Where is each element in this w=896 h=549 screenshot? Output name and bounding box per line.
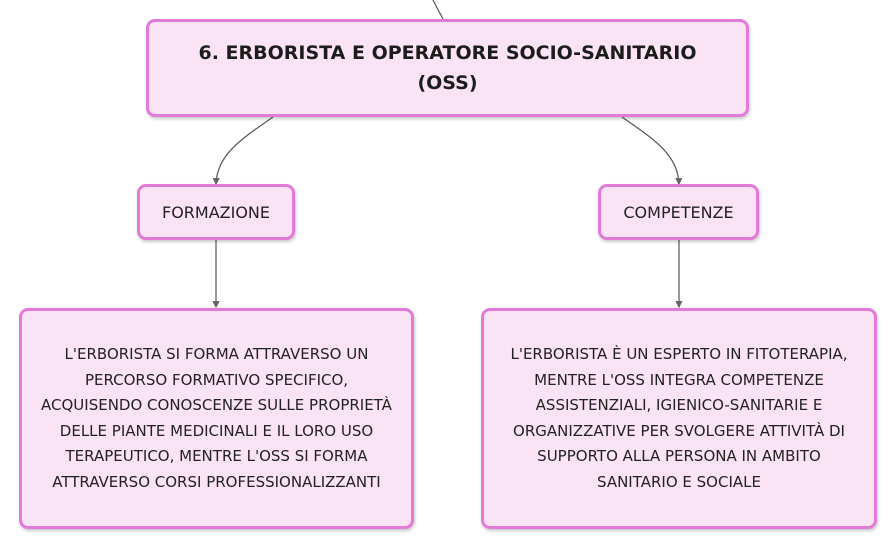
connector-main-to-formazione — [216, 117, 273, 184]
formazione-node[interactable] — [137, 184, 295, 240]
competenze-description-node[interactable] — [481, 308, 877, 529]
formazione-label: FORMAZIONE — [161, 202, 270, 222]
main-topic-title: 6. ERBORISTA E OPERATORE SOCIO-SANITARIO (OSS) — [198, 42, 697, 94]
main-topic-node[interactable] — [146, 19, 749, 117]
competenze-node[interactable] — [598, 184, 759, 240]
competenze-label: COMPETENZE — [623, 202, 734, 222]
connector-main-to-competenze — [622, 117, 679, 184]
connector-parent-to-main — [433, 0, 443, 19]
formazione-description-text: L'ERBORISTA SI FORMA ATTRAVERSO UN PERCORSO FORMATIVO SPECIFICO, ACQUISENDO CONOSCENZE SULLE PROPRIETÀ DELLE PIANTE MEDICINALI E IL LORO USO TERAPEUTICO, MENTRE L'OSS SI FORMA ATTRAVERSO CORSI PROFESSIONALIZZANTI — [41, 345, 392, 491]
formazione-description-node[interactable] — [19, 308, 414, 529]
competenze-description-text: L'ERBORISTA È UN ESPERTO IN FITOTERAPIA, MENTRE L'OSS INTEGRA COMPETENZE ASSISTENZIALI, IGIENICO-SANITARIE E ORGANIZZATIVE PER SVOLGERE ATTIVITÀ DI SUPPORTO ALLA PERSONA IN AMBITO SANITARIO E SOCIALE — [510, 345, 848, 491]
